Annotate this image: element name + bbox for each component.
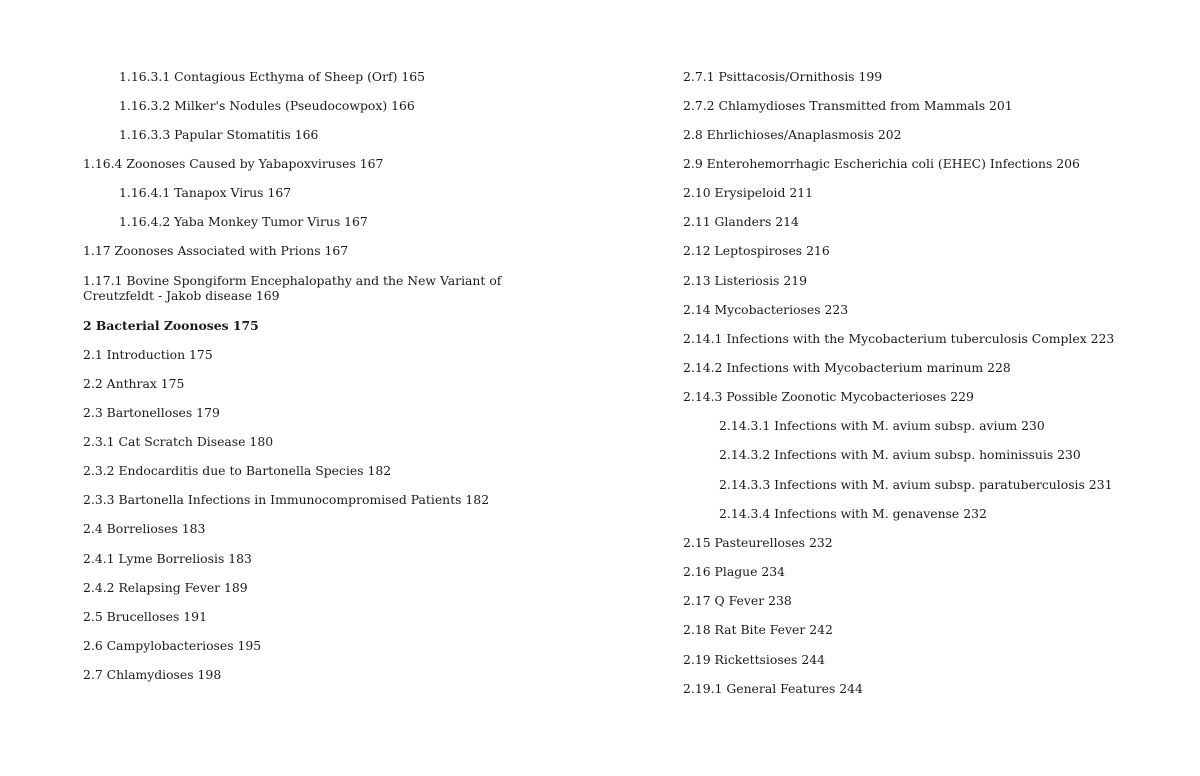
toc-entry: 2.3.3 Bartonella Infections in Immunocompromised Patients 182	[83, 492, 490, 507]
toc-entry: 2.11 Glanders 214	[683, 214, 799, 229]
toc-entry: 2.6 Campylobacterioses 195	[83, 638, 262, 653]
toc-entry: 1.16.3.3 Papular Stomatitis 166	[119, 127, 319, 142]
toc-entry: 1.16.3.1 Contagious Ecthyma of Sheep (Orf) 165	[119, 69, 426, 84]
toc-entry: 2.2 Anthrax 175	[83, 376, 185, 391]
toc-entry: 1.16.4.1 Tanapox Virus 167	[119, 185, 292, 200]
toc-entry: 2.14.1 Infections with the Mycobacterium tuberculosis Complex 223	[683, 331, 1115, 346]
toc-entry: 2.19.1 General Features 244	[683, 681, 863, 696]
toc-entry: 2.13 Listeriosis 219	[683, 273, 808, 288]
toc-entry: 2.14.3.4 Infections with M. genavense 232	[719, 506, 987, 521]
toc-entry: 1.16.3.2 Milker's Nodules (Pseudocowpox) 166	[119, 98, 415, 113]
toc-entry: 1.17.1 Bovine Spongiform Encephalopathy and the New Variant of Creutzfeldt - Jakob disease 169	[83, 273, 502, 303]
toc-entry: 2.3 Bartonelloses 179	[83, 405, 220, 420]
toc-entry: 2.7.1 Psittacosis/Ornithosis 199	[683, 69, 883, 84]
toc-entry: 2.3.2 Endocarditis due to Bartonella Species 182	[83, 463, 392, 478]
toc-entry: 2.4.1 Lyme Borreliosis 183	[83, 551, 252, 566]
toc-entry: 2.19 Rickettsioses 244	[683, 652, 825, 667]
toc-entry: 2.1 Introduction 175	[83, 347, 213, 362]
toc-entry: 2.14.3.3 Infections with M. avium subsp. paratuberculosis 231	[719, 477, 1113, 492]
toc-entry: 2.4 Borrelioses 183	[83, 521, 206, 536]
toc-entry: 2.15 Pasteurelloses 232	[683, 535, 833, 550]
toc-entry: 2.5 Brucelloses 191	[83, 609, 207, 624]
toc-entry: 2.7.2 Chlamydioses Transmitted from Mammals 201	[683, 98, 1013, 113]
toc-entry: 2.14.3.2 Infections with M. avium subsp. hominissuis 230	[719, 447, 1081, 462]
toc-entry: 2.12 Leptospiroses 216	[683, 243, 830, 258]
toc-entry: 2.9 Enterohemorrhagic Escherichia coli (EHEC) Infections 206	[683, 156, 1080, 171]
toc-entry: 1.16.4.2 Yaba Monkey Tumor Virus 167	[119, 214, 368, 229]
toc-entry: 2.18 Rat Bite Fever 242	[683, 622, 833, 637]
toc-entry: 2.14.2 Infections with Mycobacterium marinum 228	[683, 360, 1011, 375]
toc-entry: 2.10 Erysipeloid 211	[683, 185, 813, 200]
toc-entry: 2.7 Chlamydioses 198	[83, 667, 222, 682]
toc-chapter-heading: 2 Bacterial Zoonoses 175	[83, 318, 259, 333]
toc-entry: 2.16 Plague 234	[683, 564, 786, 579]
toc-entry: 2.14.3 Possible Zoonotic Mycobacterioses 229	[683, 389, 974, 404]
toc-entry: 2.8 Ehrlichioses/Anaplasmosis 202	[683, 127, 902, 142]
toc-entry: 2.17 Q Fever 238	[683, 593, 792, 608]
toc-entry: 2.4.2 Relapsing Fever 189	[83, 580, 248, 595]
toc-entry: 2.14 Mycobacterioses 223	[683, 302, 849, 317]
toc-entry: 2.3.1 Cat Scratch Disease 180	[83, 434, 274, 449]
toc-entry: 1.16.4 Zoonoses Caused by Yabapoxviruses 167	[83, 156, 384, 171]
toc-entry: 2.14.3.1 Infections with M. avium subsp. avium 230	[719, 418, 1045, 433]
toc-entry: 1.17 Zoonoses Associated with Prions 167	[83, 243, 349, 258]
